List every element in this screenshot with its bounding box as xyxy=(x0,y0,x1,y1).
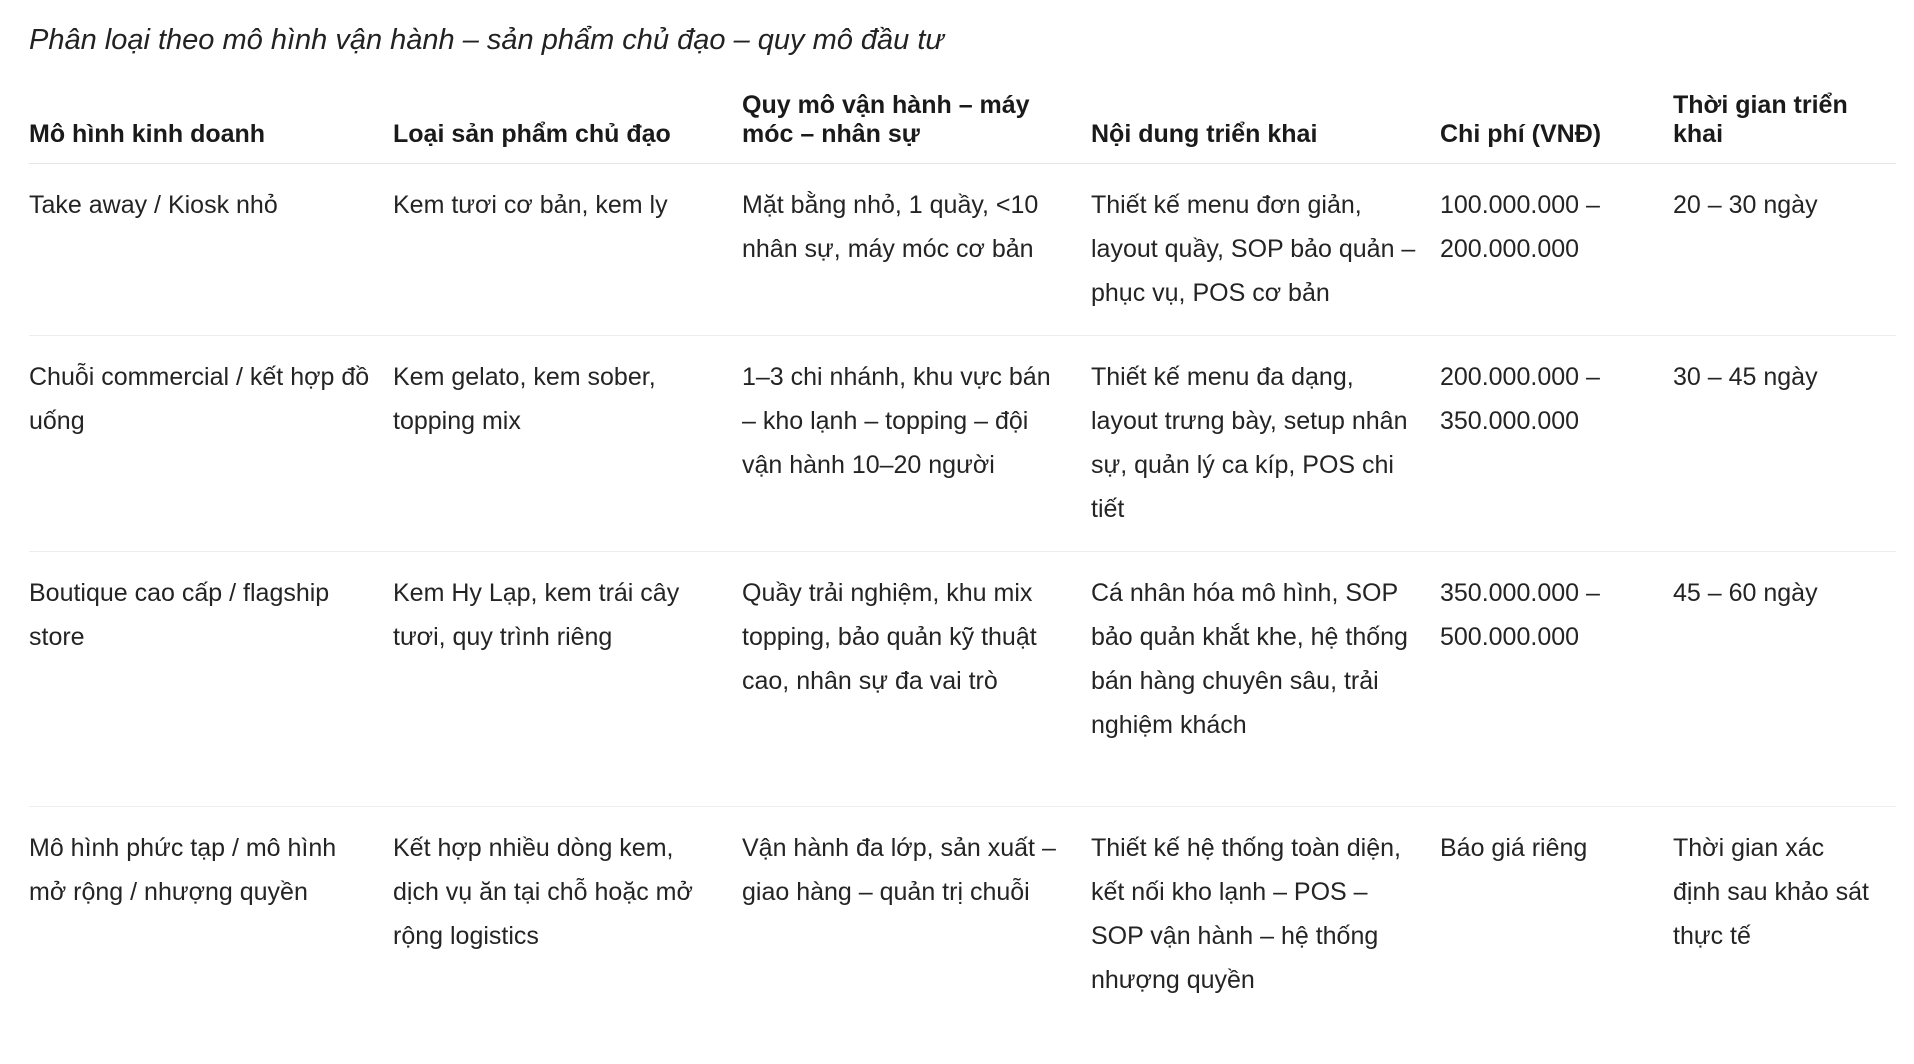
cell-product-type: Kết hợp nhiều dòng kem, dịch vụ ăn tại chỗ hoặc mở rộng logistics xyxy=(393,833,693,950)
cell-business-model: Boutique cao cấp / flagship store xyxy=(29,551,393,806)
cell-cost: 200.000.000 – 350.000.000 xyxy=(1440,335,1673,551)
table-body xyxy=(29,163,1896,1022)
table-row xyxy=(29,163,1896,335)
header-row xyxy=(29,86,1896,163)
cell-product-type: Kem tươi cơ bản, kem ly xyxy=(393,163,742,335)
cell-operation-scale: Vận hành đa lớp, sản xuất – giao hàng – quản trị chuỗi xyxy=(742,833,1056,906)
cell-implementation: Thiết kế hệ thống toàn diện, kết nối kho lạnh – POS – SOP vận hành – hệ thống nhượng quyền xyxy=(1091,833,1401,994)
cell-duration: 20 – 30 ngày xyxy=(1673,163,1896,335)
cell-business-model: Chuỗi commercial / kết hợp đồ uống xyxy=(29,335,393,551)
cell-duration: Thời gian xác định sau khảo sát thực tế xyxy=(1673,833,1869,950)
cell-cost: Báo giá riêng xyxy=(1440,833,1588,862)
cell-operation-scale: Quầy trải nghiệm, khu mix topping, bảo quản kỹ thuật cao, nhân sự đa vai trò xyxy=(742,551,1091,806)
table-caption: Phân loại theo mô hình vận hành – sản phẩm chủ đạo – quy mô đầu tư xyxy=(29,24,944,56)
cell-duration: 45 – 60 ngày xyxy=(1673,551,1896,806)
table-row xyxy=(29,551,1896,806)
cell-operation-scale: Mặt bằng nhỏ, 1 quầy, <10 nhân sự, máy móc cơ bản xyxy=(742,163,1091,335)
cell-business-model: Take away / Kiosk nhỏ xyxy=(29,163,393,335)
header-product-type: Loại sản phẩm chủ đạo xyxy=(393,86,742,163)
business-model-table xyxy=(29,86,1896,1022)
header-cost: Chi phí (VNĐ) xyxy=(1440,86,1673,163)
header-business-model: Mô hình kinh doanh xyxy=(29,86,393,163)
table-row xyxy=(29,335,1896,551)
cell-cost: 100.000.000 – 200.000.000 xyxy=(1440,163,1673,335)
cell-operation-scale: 1–3 chi nhánh, khu vực bán – kho lạnh – topping – đội vận hành 10–20 người xyxy=(742,335,1091,551)
cell-product-type: Kem gelato, kem sober, topping mix xyxy=(393,335,742,551)
cell-duration: 30 – 45 ngày xyxy=(1673,335,1896,551)
cell-cost: 350.000.000 – 500.000.000 xyxy=(1440,551,1673,806)
cell-business-model: Mô hình phức tạp / mô hình mở rộng / nhượng quyền xyxy=(29,833,337,906)
header-duration: Thời gian triển khai xyxy=(1673,86,1896,163)
cell-implementation: Thiết kế menu đa dạng, layout trưng bày, setup nhân sự, quản lý ca kíp, POS chi tiết xyxy=(1091,335,1440,551)
cell-product-type: Kem Hy Lạp, kem trái cây tươi, quy trình riêng xyxy=(393,551,742,806)
table-header xyxy=(29,86,1896,163)
header-implementation: Nội dung triển khai xyxy=(1091,86,1440,163)
header-operation-scale: Quy mô vận hành – máy móc – nhân sự xyxy=(742,86,1091,163)
table-row xyxy=(29,806,1896,1022)
cell-implementation: Cá nhân hóa mô hình, SOP bảo quản khắt khe, hệ thống bán hàng chuyên sâu, trải nghiệm khách xyxy=(1091,551,1440,806)
cell-implementation: Thiết kế menu đơn giản, layout quầy, SOP bảo quản – phục vụ, POS cơ bản xyxy=(1091,163,1440,335)
